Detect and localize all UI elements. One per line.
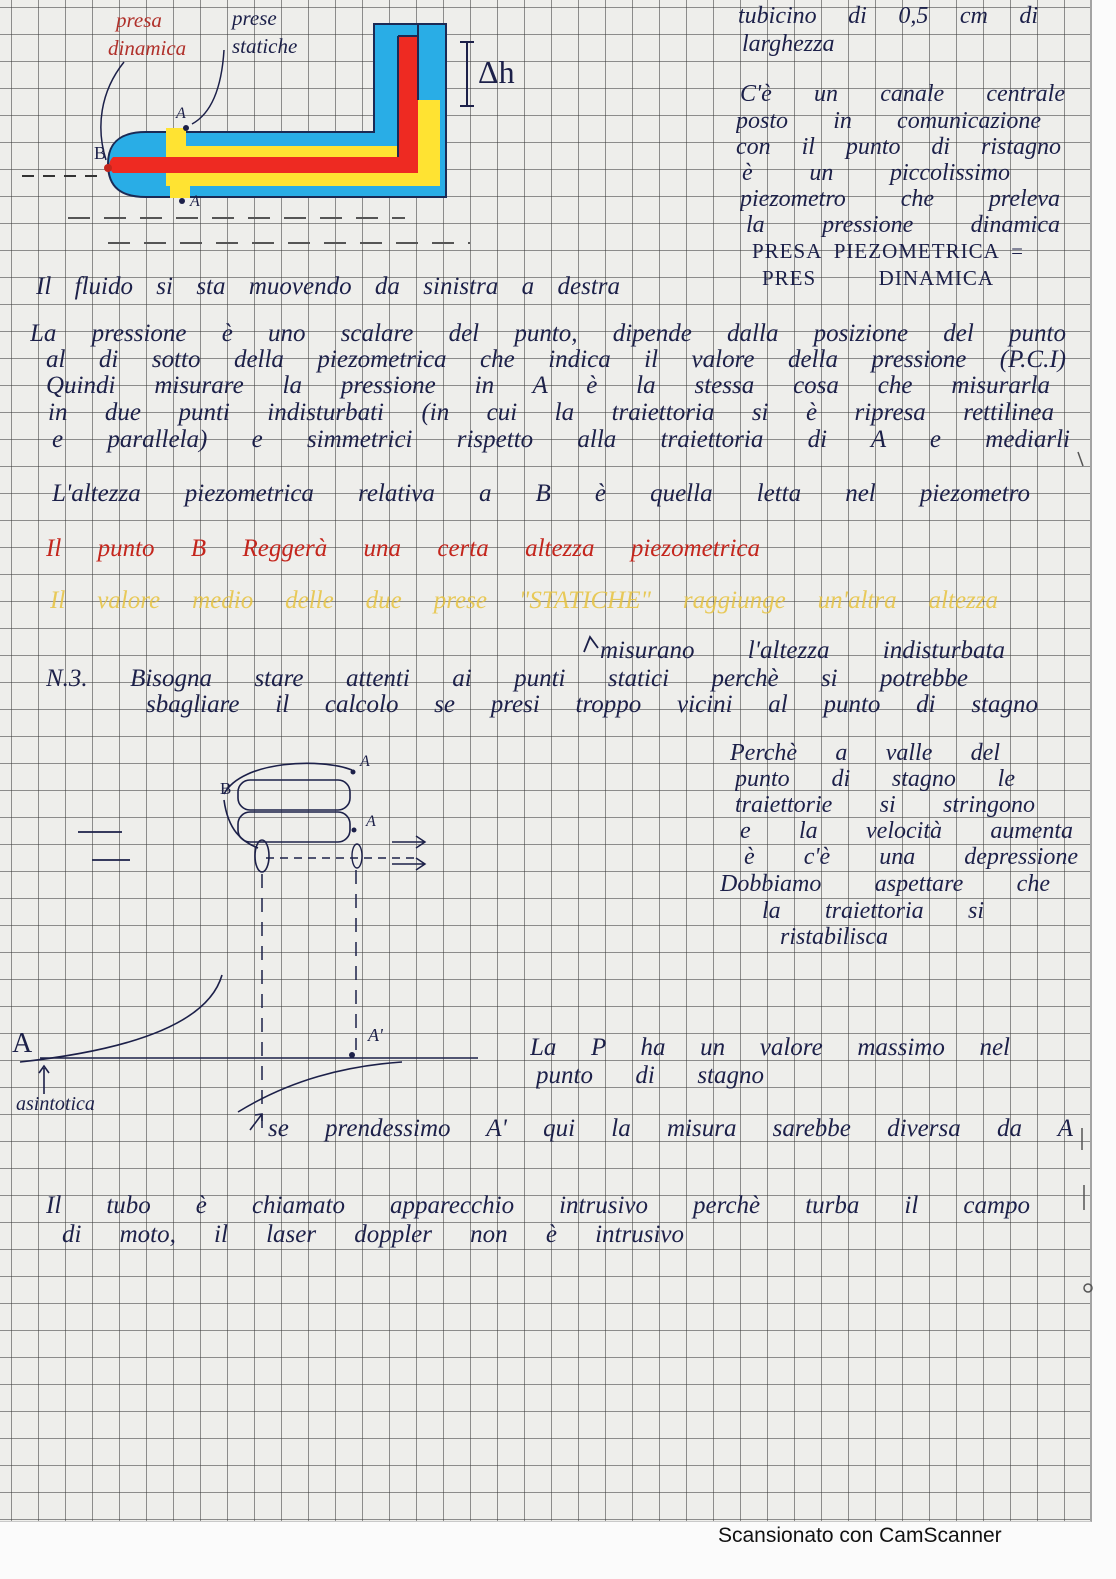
side-note-line: piezometro che preleva: [740, 186, 1060, 212]
point-a-upper-label: A: [360, 753, 370, 770]
delta-h-bracket: [460, 42, 474, 106]
pressure-paragraph-line: in due punti indisturbati (in cui la traiettoria si è ripresa rettilinea: [48, 399, 1054, 426]
tube-body-upper: [238, 780, 350, 810]
point-a-upper-label: A: [176, 105, 186, 122]
point-a-lower-label: A: [190, 193, 200, 210]
point-b-label: B: [220, 779, 232, 798]
scanner-credit: Scansionato con CamScanner: [718, 1524, 1002, 1547]
side-note-caps-line: PRESA PIEZOMETRICA =: [752, 239, 1024, 263]
static-ports-leader-line: [192, 50, 224, 124]
side-note-line: larghezza: [742, 31, 835, 57]
streamline-diagram: [20, 763, 478, 1132]
point-a-middle-label: A: [366, 813, 376, 830]
point-a-prime-label: A': [368, 1025, 383, 1045]
side-note-line: posto in comunicazione: [736, 108, 1041, 134]
point-b-dot: [104, 164, 112, 172]
point-b-red-note: Il punto B Reggerà una certa altezza piezometrica: [46, 535, 760, 562]
point-a-upper-dot: [183, 125, 189, 131]
flow-direction-note: Il fluido si sta muovendo da sinistra a destra: [36, 273, 620, 300]
a-prime-note: se prendessimo A' qui la misura sarebbe diversa da A: [268, 1115, 1073, 1142]
downstream-note-line: traiettorie si stringono: [735, 792, 1035, 818]
downstream-note-line: e la velocità aumenta: [740, 818, 1073, 844]
static-ports-label: prese: [232, 6, 277, 30]
side-note-line: con il punto di ristagno: [736, 134, 1061, 160]
n3-note-line: N.3. Bisogna stare attenti ai punti statici perchè si potrebbe: [46, 665, 968, 692]
intrusive-note-line: di moto, il laser doppler non è intrusivo: [62, 1221, 684, 1248]
streamline-nose-curve: [224, 800, 258, 848]
point-a-prime-dot: [349, 1052, 355, 1058]
stagnation-oval: [255, 840, 269, 872]
margin-mark: [1084, 1284, 1092, 1292]
streamline-top-curve: [224, 763, 352, 794]
flow-arrow-upper: [392, 836, 425, 848]
side-note-line: è un piccolissimo: [742, 160, 1010, 186]
side-note-line: tubicino di 0,5 cm di: [738, 3, 1038, 29]
downstream-note-line: Dobbiamo aspettare che: [720, 871, 1050, 897]
static-port-oval: [352, 844, 362, 868]
pressure-paragraph-line: La pressione è uno scalare del punto, dipende dalla posizione del punto: [30, 320, 1066, 347]
point-a-upper-dot: [351, 770, 356, 775]
pressure-paragraph-line: al di sotto della piezometrica che indica il valore della pressione (P.C.I): [46, 346, 1066, 373]
max-pressure-note-line: punto di stagno: [536, 1062, 764, 1089]
pressure-paragraph-line: Quindi misurare la pressione in A è la stessa cosa che misurarla: [46, 372, 1050, 399]
pressure-paragraph-line: e parallela) e simmetrici rispetto alla traiettoria di A e mediarli: [52, 426, 1070, 453]
left-dash-marks: [78, 832, 130, 860]
static-mean-yellow-note: Il valore medio delle due prese "STATICHE" raggiunge un'altra altezza: [50, 587, 998, 614]
undisturbed-height-note: misurano l'altezza indisturbata: [600, 637, 1005, 664]
static-port-bottom-yellow: [170, 185, 190, 198]
downstream-note-line: la traiettoria si: [762, 898, 984, 924]
a-prime-note-arrow: [250, 1114, 262, 1130]
piezometric-height-note: L'altezza piezometrica relativa a B è quella letta nel piezometro: [52, 480, 1030, 507]
n3-note-line: sbagliare il calcolo se presi troppo vicini al punto di stagno: [146, 691, 1038, 718]
dynamic-port-label: presa: [116, 8, 162, 32]
static-ports-label: statiche: [232, 34, 298, 58]
flow-arrow-lower: [392, 858, 425, 870]
side-note-line: la pressione dinamica: [746, 212, 1060, 238]
approaching-streamline-curve: [20, 975, 222, 1062]
dynamic-port-label: dinamica: [108, 36, 187, 60]
downstream-note-line: punto di stagno le: [735, 766, 1015, 792]
point-b-label: B: [94, 143, 107, 163]
side-note-caps-line: PRES DINAMICA: [762, 266, 994, 290]
asymptotic-label: asintotica: [16, 1093, 95, 1115]
side-note-line: C'è un canale centrale: [740, 81, 1065, 107]
downstream-note-line: Perchè a valle del: [730, 740, 1000, 766]
downstream-note-line: ristabilisca: [780, 924, 889, 950]
tube-body-lower: [238, 812, 350, 842]
max-pressure-note-line: La P ha un valore massimo nel: [530, 1034, 1010, 1061]
point-a-middle-dot: [352, 828, 357, 833]
downstream-note-line: è c'è una depressione: [744, 844, 1078, 870]
delta-h-label: Δh: [478, 54, 515, 90]
asymptotic-label-arrow: [39, 1066, 49, 1094]
intrusive-note-line: Il tubo è chiamato apparecchio intrusivo perchè turba il campo: [46, 1192, 1030, 1219]
static-port-top-yellow: [166, 128, 186, 147]
margin-mark: [1078, 452, 1084, 1210]
point-a-lower-dot: [179, 198, 185, 204]
point-a-far-label: A: [12, 1028, 33, 1059]
undisturbed-note-arrow: [584, 637, 598, 652]
